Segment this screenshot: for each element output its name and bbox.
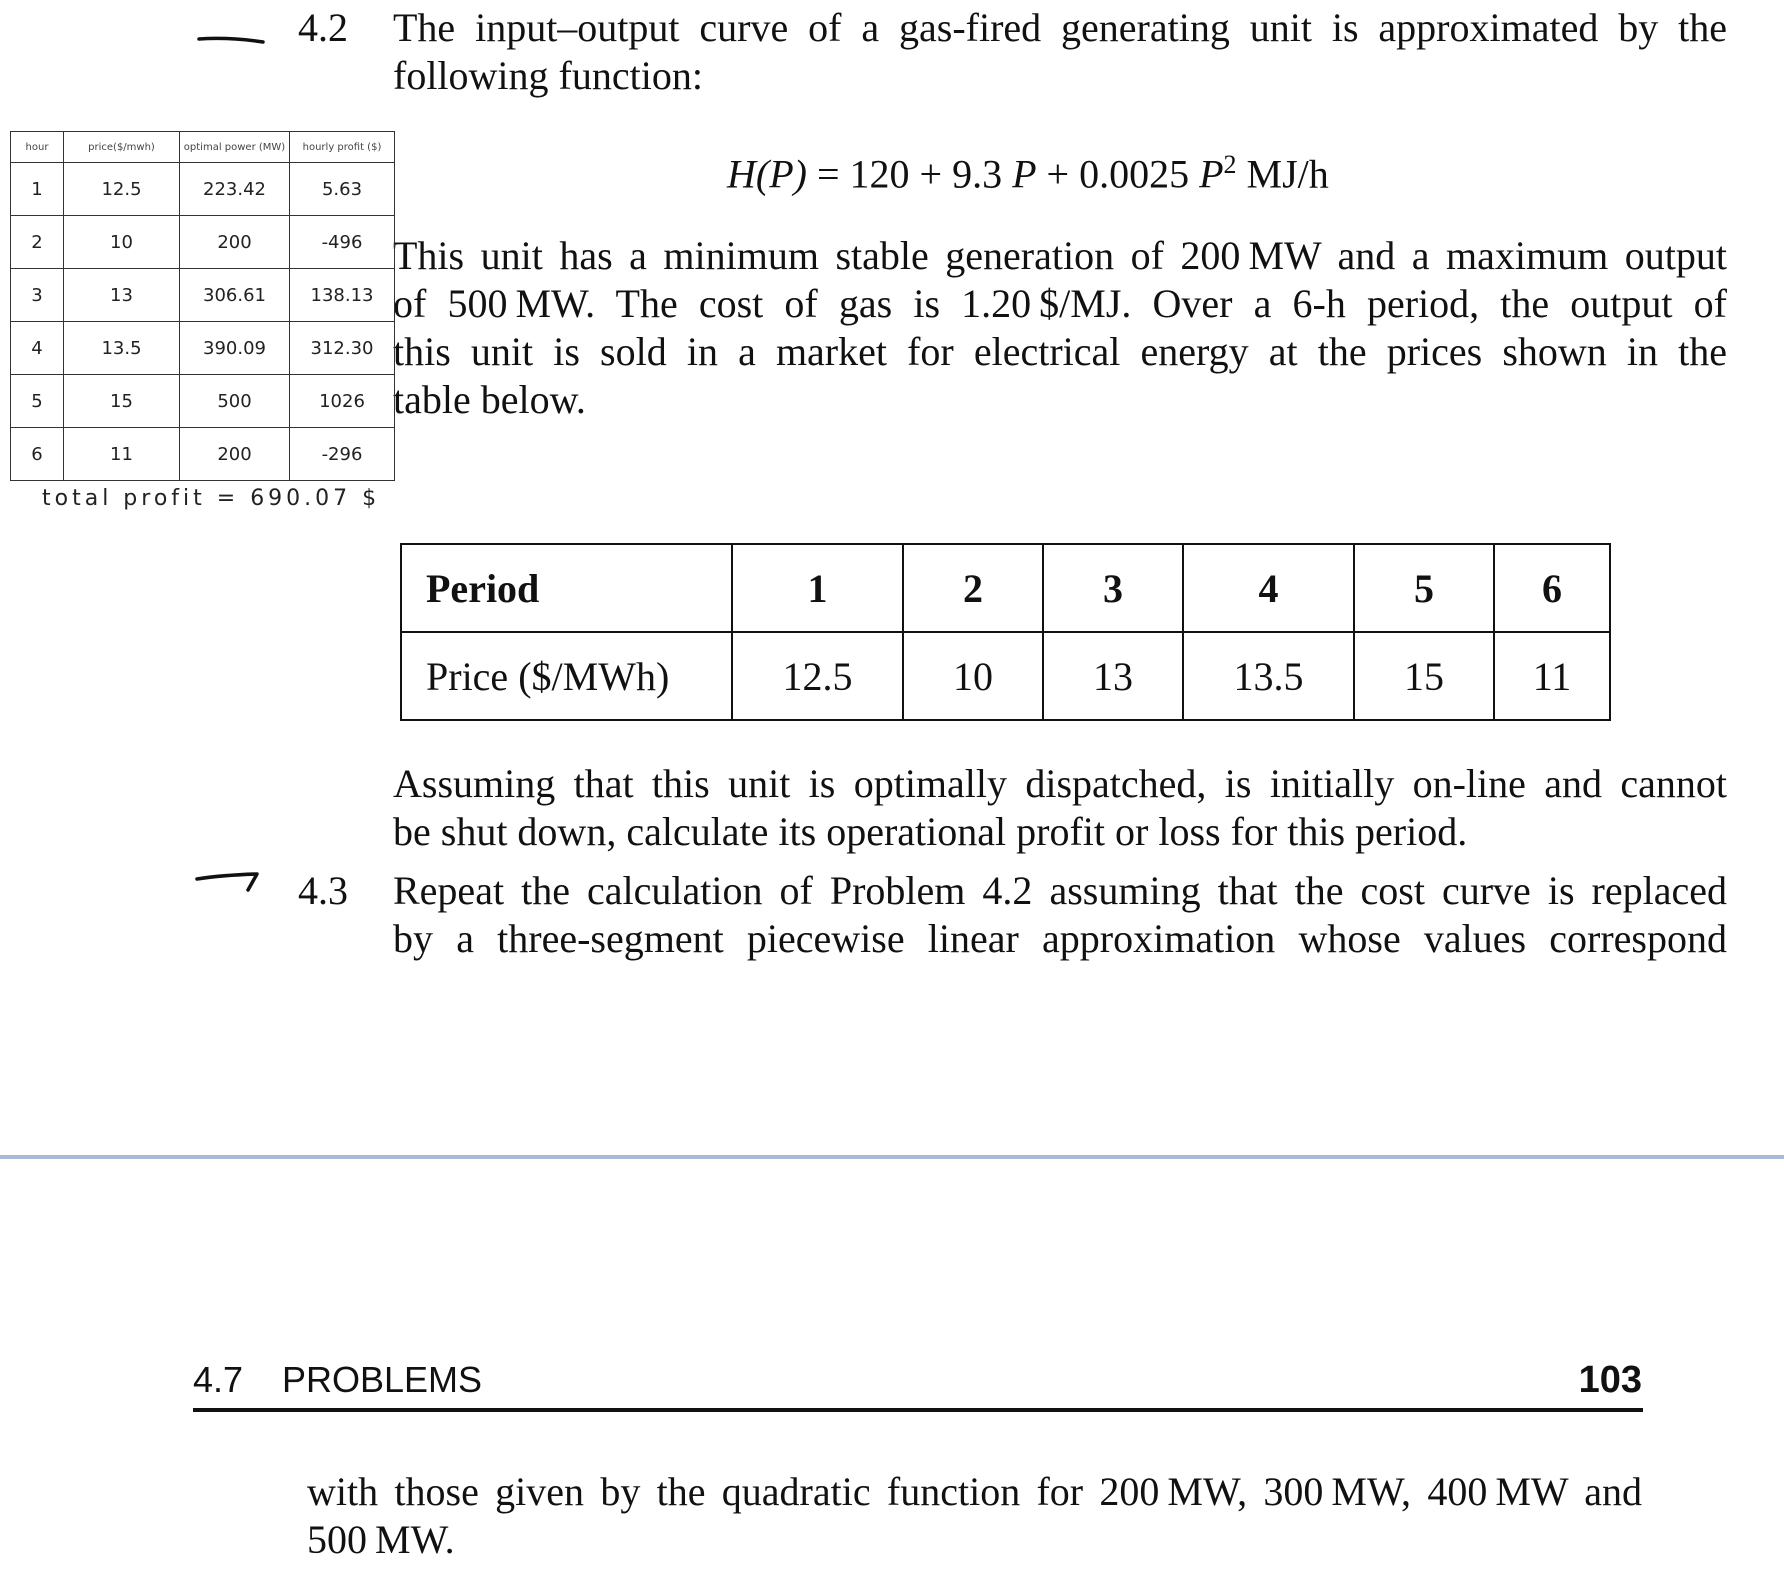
price-5: 15 [1354, 632, 1494, 720]
hw-power: 306.61 [180, 269, 290, 322]
hw-price: 13.5 [64, 322, 180, 375]
hw-hour: 2 [11, 216, 64, 269]
problem-4-2-body-line-1: This unit has a minimum stable generation of 200 MW and a maximum output [393, 233, 1727, 278]
hw-price: 13 [64, 269, 180, 322]
problem-number-4-2: 4.2 [298, 5, 348, 50]
problem-4-2-body-line-2: of 500 MW. The cost of gas is 1.20 $/MJ. Over a 6-h period, the output of [393, 281, 1727, 326]
handwritten-dash-mark [195, 30, 270, 50]
hw-header-power: optimal power (MW) [180, 132, 290, 163]
hw-hour: 4 [11, 322, 64, 375]
problem-4-2-body-line-4: table below. [393, 377, 586, 422]
hw-power: 200 [180, 428, 290, 481]
footer-rule [193, 1408, 1643, 1412]
price-table [400, 543, 1611, 721]
hw-power: 200 [180, 216, 290, 269]
page-number: 103 [1578, 1359, 1642, 1401]
price-label: Price ($/MWh) [401, 632, 732, 720]
hw-hour: 1 [11, 163, 64, 216]
hw-header-profit: hourly profit ($) [290, 132, 395, 163]
page-separator [0, 1155, 1784, 1159]
hw-hour: 3 [11, 269, 64, 322]
footer-section-title: PROBLEMS [282, 1359, 483, 1400]
equation-p2: P [1199, 151, 1224, 197]
problem-4-3-continuation-line-2: 500 MW. [307, 1517, 455, 1562]
hw-hour: 5 [11, 375, 64, 428]
problem-4-2-intro-line-1: The input–output curve of a gas-fired generating unit is approximated by the [393, 5, 1727, 50]
hw-hour: 6 [11, 428, 64, 481]
hw-profit: -296 [290, 428, 395, 481]
equation-exponent: 2 [1223, 150, 1237, 179]
hw-header-price: price($/mwh) [64, 132, 180, 163]
price-6: 11 [1494, 632, 1610, 720]
period-2: 2 [903, 544, 1043, 632]
handwritten-profit-table [10, 131, 395, 481]
equation-rhs-mid: + 0.0025 [1046, 151, 1190, 197]
cost-equation [727, 141, 1329, 198]
period-1: 1 [732, 544, 903, 632]
hw-profit: 5.63 [290, 163, 395, 216]
table-row-price [401, 632, 1610, 720]
handwritten-tick-mark [193, 866, 268, 896]
equation-rhs-pre: = 120 + 9.3 [816, 151, 1003, 197]
table-row [11, 428, 395, 481]
equation-unit: MJ/h [1246, 151, 1329, 197]
price-4: 13.5 [1183, 632, 1354, 720]
hw-price: 12.5 [64, 163, 180, 216]
table-row-period [401, 544, 1610, 632]
period-3: 3 [1043, 544, 1183, 632]
period-5: 5 [1354, 544, 1494, 632]
period-6: 6 [1494, 544, 1610, 632]
hw-power: 390.09 [180, 322, 290, 375]
table-row [11, 163, 395, 216]
table-row [11, 216, 395, 269]
footer-section-number: 4.7 [193, 1359, 244, 1400]
price-1: 12.5 [732, 632, 903, 720]
table-row [11, 269, 395, 322]
problem-4-2-body-line-3: this unit is sold in a market for electrical energy at the prices shown in the [393, 329, 1727, 374]
hw-price: 10 [64, 216, 180, 269]
hw-header-hour: hour [11, 132, 64, 163]
problem-4-2-after-line-2: be shut down, calculate its operational profit or loss for this period. [393, 809, 1468, 854]
hw-power: 223.42 [180, 163, 290, 216]
problem-number-4-3: 4.3 [298, 868, 348, 913]
handwritten-header-row [11, 132, 395, 163]
table-row [11, 322, 395, 375]
problem-4-3-line-1: Repeat the calculation of Problem 4.2 assuming that the cost curve is replaced [393, 868, 1727, 913]
handwritten-total-profit: total profit = 690.07 $ [42, 486, 381, 511]
period-label: Period [401, 544, 732, 632]
price-3: 13 [1043, 632, 1183, 720]
equation-lhs: H(P) [727, 151, 807, 197]
hw-profit: 312.30 [290, 322, 395, 375]
hw-price: 11 [64, 428, 180, 481]
hw-price: 15 [64, 375, 180, 428]
hw-profit: -496 [290, 216, 395, 269]
equation-p1: P [1012, 151, 1037, 197]
hw-profit: 138.13 [290, 269, 395, 322]
problem-4-2-intro-line-2: following function: [393, 53, 703, 98]
problem-4-2-after-line-1: Assuming that this unit is optimally dispatched, is initially on-line and cannot [393, 761, 1727, 806]
table-row [11, 375, 395, 428]
hw-power: 500 [180, 375, 290, 428]
price-2: 10 [903, 632, 1043, 720]
problem-4-3-continuation-line-1: with those given by the quadratic function for 200 MW, 300 MW, 400 MW and [307, 1469, 1642, 1514]
problem-4-3-line-2: by a three-segment piecewise linear approximation whose values correspond [393, 916, 1727, 961]
hw-profit: 1026 [290, 375, 395, 428]
period-4: 4 [1183, 544, 1354, 632]
